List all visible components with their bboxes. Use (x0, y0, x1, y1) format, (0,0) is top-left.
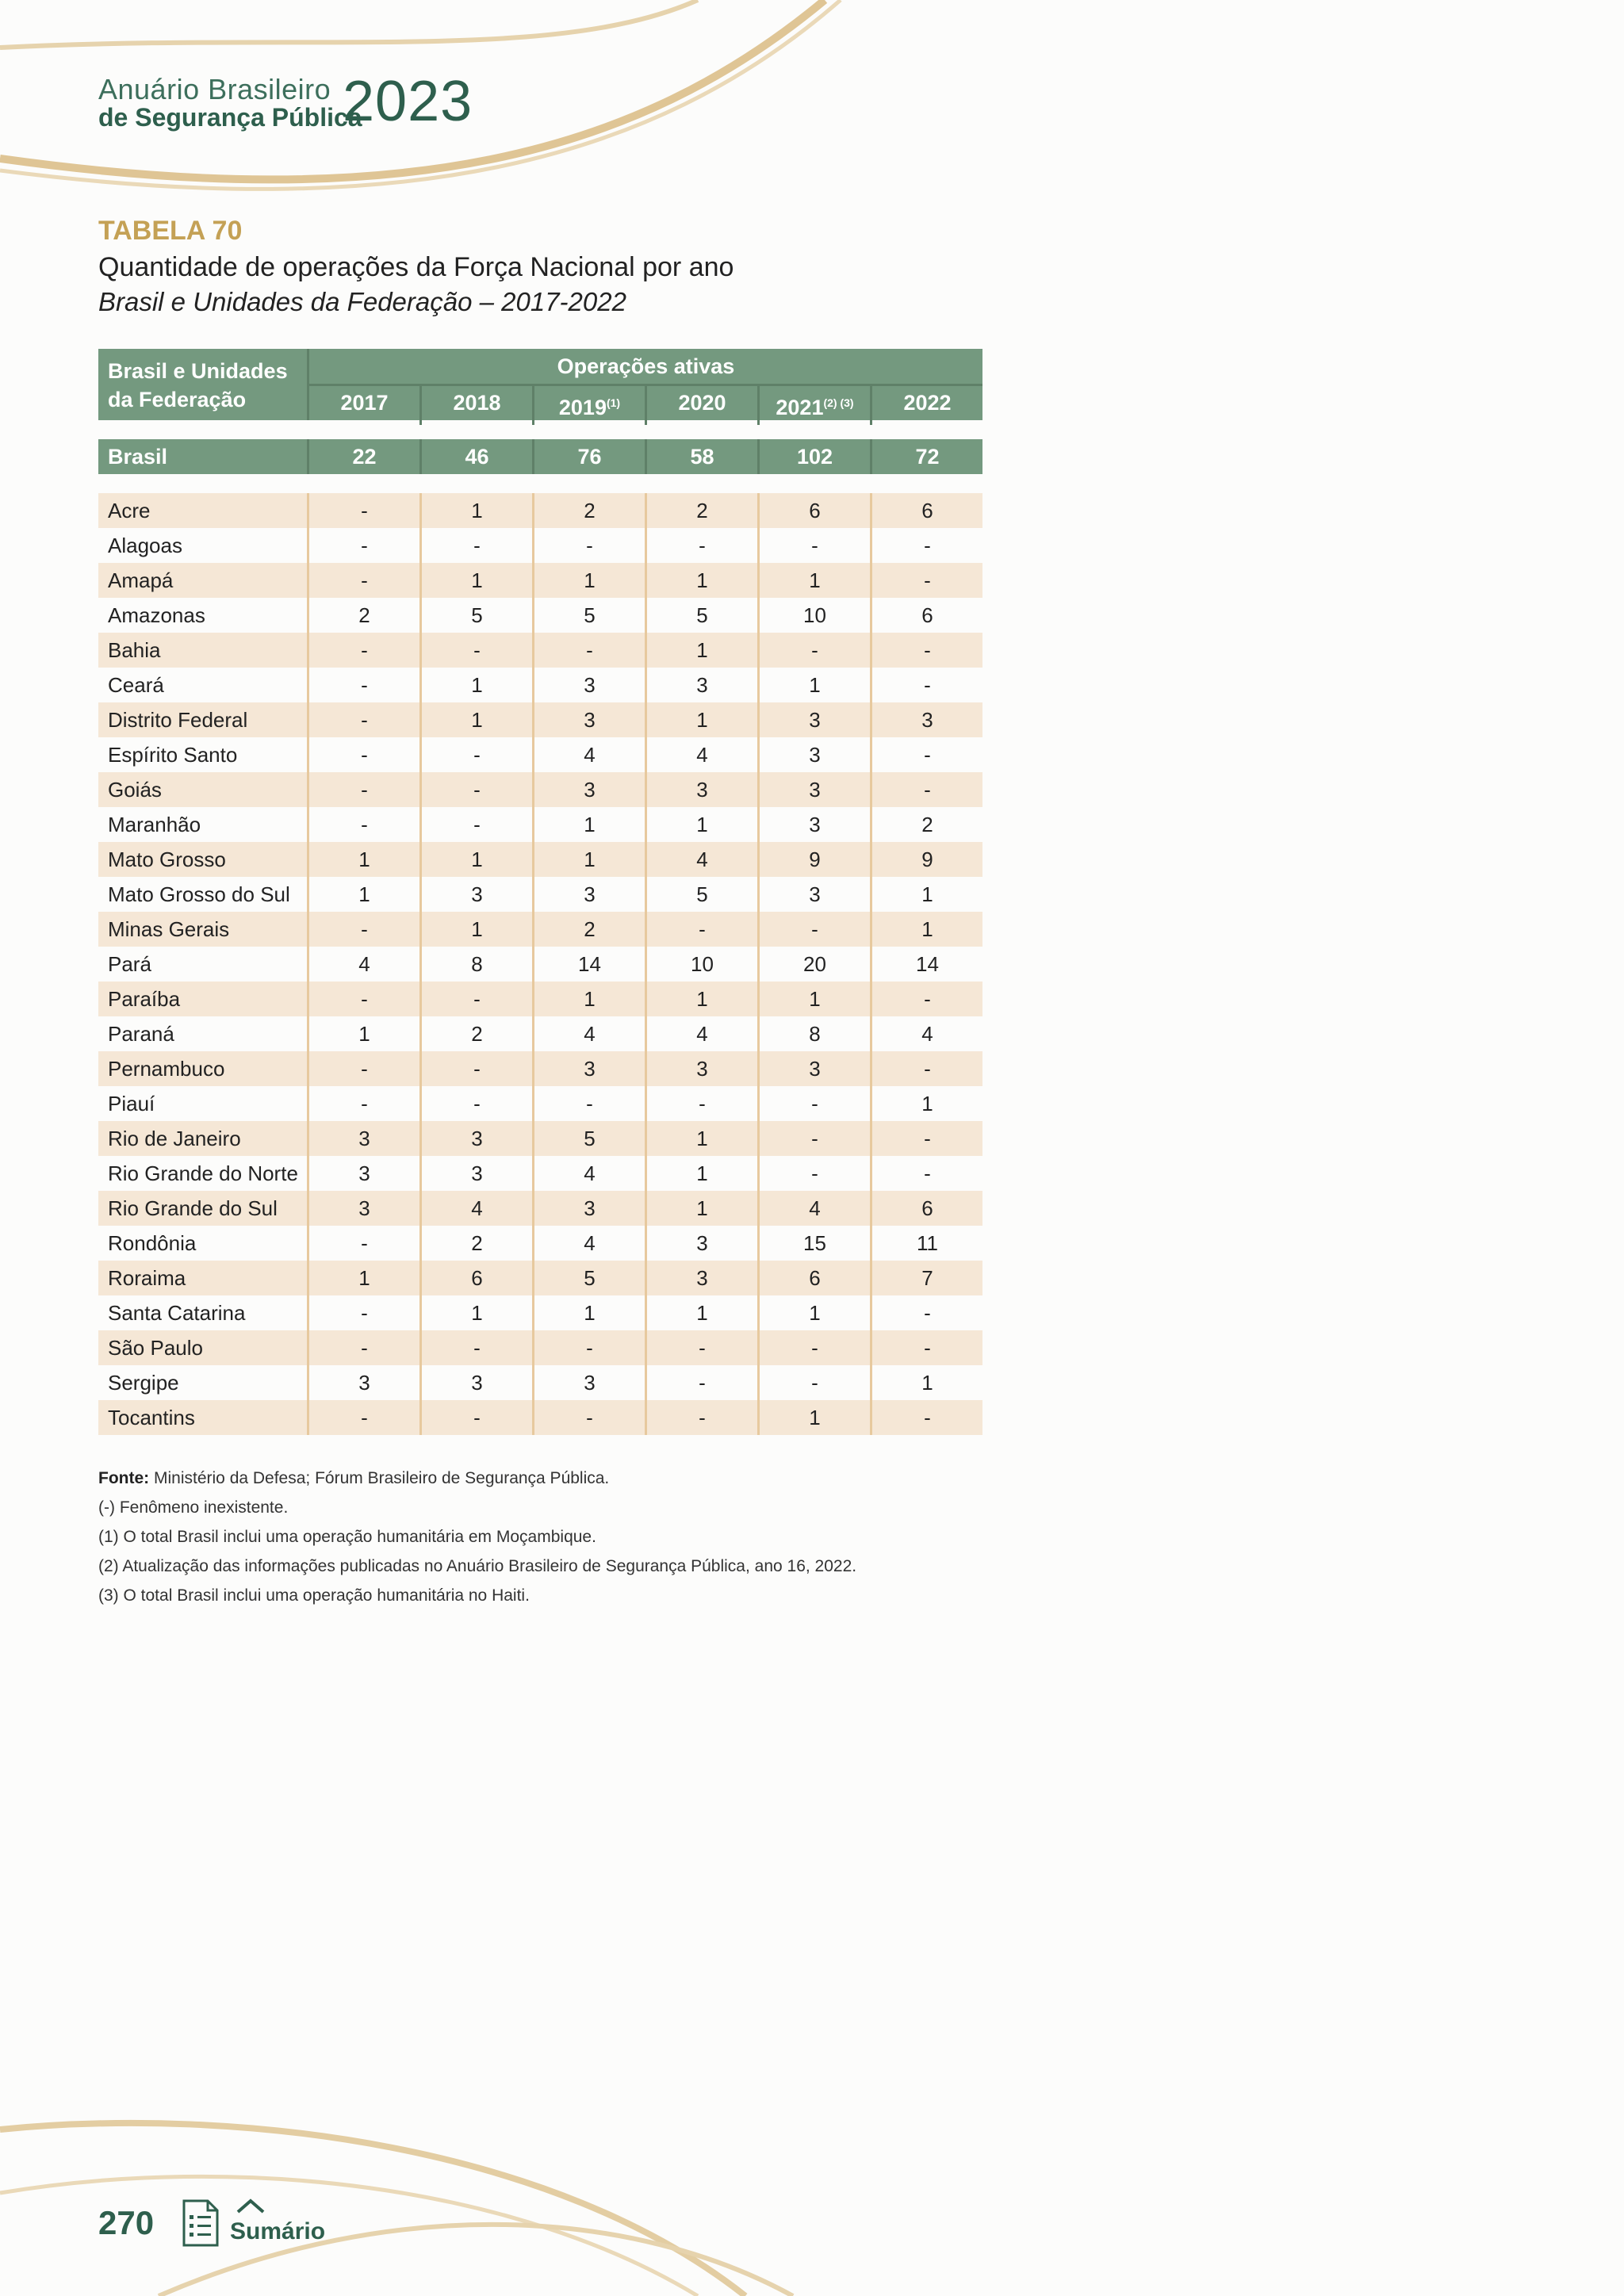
table-row (98, 877, 982, 912)
state-name: Paraná (98, 1016, 309, 1051)
state-name: Acre (98, 493, 309, 528)
table-cell: 3 (534, 668, 647, 702)
table-cell: - (534, 1330, 647, 1365)
table-cell: - (760, 1156, 872, 1191)
table-cell: - (760, 1365, 872, 1400)
table-cell: - (760, 528, 872, 563)
table-cell: 5 (534, 598, 647, 633)
table-row (98, 842, 982, 877)
table-cell: - (924, 743, 931, 767)
state-name: Roraima (98, 1261, 309, 1295)
state-name: Pernambuco (98, 1051, 309, 1086)
table-cell: 11 (917, 1231, 938, 1255)
table-row (98, 1191, 982, 1226)
table-cell: 3 (309, 1365, 422, 1400)
table-cell: 14 (916, 952, 939, 976)
header-group-label: Operações ativas (309, 349, 982, 386)
table-cell: 10 (760, 598, 872, 633)
table-cell: 4 (760, 1191, 872, 1226)
table-row (98, 737, 982, 772)
table-cell: 1 (921, 917, 933, 941)
table-cell: - (534, 528, 647, 563)
table-cell: 1 (534, 842, 647, 877)
table-cell: - (422, 807, 534, 842)
table-cell: - (309, 633, 422, 668)
table-row (98, 1086, 982, 1121)
brand-line1: Anuário Brasileiro (98, 73, 331, 105)
table-cell: - (760, 1330, 872, 1365)
table-cell: 1 (647, 1295, 760, 1330)
state-name: Distrito Federal (98, 702, 309, 737)
table-cell: 4 (921, 1022, 933, 1046)
table-subtitle: Brasil e Unidades da Federação – 2017-2022 (98, 287, 626, 316)
table-cell: - (422, 1051, 534, 1086)
footer-decoration (0, 2098, 1624, 2296)
table-cell: 2 (921, 813, 933, 836)
total-value: 22 (309, 439, 422, 474)
year-header: $2021^{(2) (3)}$ (760, 386, 872, 425)
table-cell: 1 (760, 1400, 872, 1435)
state-name: Piauí (98, 1086, 309, 1121)
table-row (98, 1121, 982, 1156)
table-header (98, 349, 982, 420)
state-name: Ceará (98, 668, 309, 702)
table-cell: 1 (422, 563, 534, 598)
table-cell: 6 (760, 1261, 872, 1295)
table-cell: - (309, 1051, 422, 1086)
table-cell: 5 (647, 598, 760, 633)
table-row (98, 947, 982, 982)
table-cell: - (760, 1121, 872, 1156)
table-cell: 1 (422, 702, 534, 737)
table-cell: 14 (534, 947, 647, 982)
table-cell: 8 (422, 947, 534, 982)
state-name: Rondônia (98, 1226, 309, 1261)
table-cell: 1 (422, 668, 534, 702)
operations-table (98, 349, 982, 1435)
state-name: Rio de Janeiro (98, 1121, 309, 1156)
state-name: Amapá (98, 563, 309, 598)
total-row (98, 439, 982, 474)
header-region-label: Brasil e Unidades da Federação (98, 349, 309, 420)
table-cell: - (422, 1400, 534, 1435)
table-cell: 6 (760, 493, 872, 528)
table-cell: - (647, 528, 760, 563)
table-cell: - (924, 778, 931, 802)
table-cell: 1 (647, 1121, 760, 1156)
table-cell: 4 (534, 1156, 647, 1191)
table-cell: 3 (647, 1261, 760, 1295)
table-cell: 4 (647, 1016, 760, 1051)
table-cell: 1 (647, 563, 760, 598)
table-cell: 6 (921, 603, 933, 627)
table-cell: 8 (760, 1016, 872, 1051)
table-cell: 1 (647, 1156, 760, 1191)
total-value: 76 (534, 439, 647, 474)
state-name: Alagoas (98, 528, 309, 563)
state-rows (98, 493, 982, 1435)
summary-link[interactable]: Sumário (230, 2218, 326, 2244)
table-cell: 4 (309, 947, 422, 982)
note-line: (2) Atualização das informações publicadas no Anuário Brasileiro de Segurança Pública, ano 16, 2022. (98, 1557, 857, 1575)
table-cell: - (647, 1400, 760, 1435)
table-cell: 4 (422, 1191, 534, 1226)
total-value: 72 (915, 445, 940, 469)
state-name: Mato Grosso (98, 842, 309, 877)
state-name: Tocantins (98, 1400, 309, 1435)
table-cell: 5 (534, 1121, 647, 1156)
table-cell: - (422, 1330, 534, 1365)
table-row (98, 1400, 982, 1435)
table-cell: - (924, 534, 931, 557)
table-row (98, 1051, 982, 1086)
year-header: 2018 (422, 386, 534, 425)
table-cell: 1 (422, 1295, 534, 1330)
year-header: 2020 (647, 386, 760, 425)
table-cell: 9 (921, 848, 933, 871)
total-value: 46 (422, 439, 534, 474)
table-cell: - (924, 1406, 931, 1429)
table-cell: - (309, 1086, 422, 1121)
table-row (98, 633, 982, 668)
table-cell: - (309, 702, 422, 737)
table-cell: - (647, 1365, 760, 1400)
table-row (98, 598, 982, 633)
table-cell: 6 (422, 1261, 534, 1295)
table-cell: - (309, 528, 422, 563)
total-value: 102 (760, 439, 872, 474)
table-cell: 4 (534, 1016, 647, 1051)
table-row (98, 563, 982, 598)
table-cell: - (647, 912, 760, 947)
year-header: 2017 (309, 386, 422, 425)
table-row (98, 807, 982, 842)
table-label: TABELA 70 (98, 216, 243, 246)
table-cell: - (309, 1330, 422, 1365)
state-name: Paraíba (98, 982, 309, 1016)
table-cell: 1 (760, 982, 872, 1016)
table-row (98, 772, 982, 807)
table-cell: - (309, 668, 422, 702)
table-cell: 3 (422, 1121, 534, 1156)
table-cell: 1 (760, 1295, 872, 1330)
document-list-icon[interactable] (181, 2198, 220, 2248)
state-name: Goiás (98, 772, 309, 807)
table-cell: 4 (534, 737, 647, 772)
table-cell: - (924, 1161, 931, 1185)
state-name: Amazonas (98, 598, 309, 633)
table-row (98, 702, 982, 737)
state-name: Mato Grosso do Sul (98, 877, 309, 912)
state-name: Rio Grande do Norte (98, 1156, 309, 1191)
table-cell: - (924, 1057, 931, 1081)
table-row (98, 1156, 982, 1191)
table-cell: - (534, 1086, 647, 1121)
table-cell: 3 (760, 772, 872, 807)
table-cell: 3 (760, 807, 872, 842)
table-cell: 2 (422, 1226, 534, 1261)
table-cell: - (422, 1086, 534, 1121)
table-cell: - (760, 912, 872, 947)
table-cell: - (422, 772, 534, 807)
state-name: Sergipe (98, 1365, 309, 1400)
table-cell: 1 (647, 982, 760, 1016)
table-cell: 6 (921, 1196, 933, 1220)
source-label: Fonte: (98, 1469, 150, 1487)
table-cell: 1 (534, 1295, 647, 1330)
table-cell: 1 (647, 1191, 760, 1226)
brand-line2: de Segurança Pública (98, 103, 362, 132)
table-cell: - (309, 1226, 422, 1261)
table-row (98, 668, 982, 702)
state-name: Espírito Santo (98, 737, 309, 772)
table-cell: 1 (921, 1371, 933, 1395)
table-cell: 3 (422, 1365, 534, 1400)
state-name: Santa Catarina (98, 1295, 309, 1330)
table-cell: - (924, 1336, 931, 1360)
table-cell: 1 (309, 1261, 422, 1295)
table-cell: 1 (647, 633, 760, 668)
table-cell: - (309, 737, 422, 772)
table-cell: 20 (760, 947, 872, 982)
table-cell: 1 (422, 912, 534, 947)
table-cell: - (309, 772, 422, 807)
table-cell: 6 (921, 499, 933, 522)
table-cell: 3 (647, 772, 760, 807)
table-cell: - (309, 807, 422, 842)
table-cell: 3 (534, 1365, 647, 1400)
year-headers (309, 386, 982, 425)
table-cell: 2 (647, 493, 760, 528)
table-cell: 15 (760, 1226, 872, 1261)
table-cell: 1 (309, 842, 422, 877)
page-number: 270 (98, 2204, 155, 2241)
table-cell: 3 (309, 1191, 422, 1226)
table-row (98, 493, 982, 528)
table-cell: 3 (647, 668, 760, 702)
table-row (98, 1330, 982, 1365)
publication-brand (98, 75, 362, 130)
table-cell: 3 (422, 1156, 534, 1191)
table-cell: 1 (422, 493, 534, 528)
table-cell: - (534, 633, 647, 668)
table-cell: - (422, 528, 534, 563)
table-cell: 5 (422, 598, 534, 633)
table-cell: - (309, 1295, 422, 1330)
table-row (98, 982, 982, 1016)
note-line: (1) O total Brasil inclui uma operação humanitária em Moçambique. (98, 1528, 596, 1546)
table-cell: - (309, 563, 422, 598)
table-cell: 1 (534, 807, 647, 842)
table-cell: 10 (647, 947, 760, 982)
table-cell: 2 (309, 598, 422, 633)
state-name: Minas Gerais (98, 912, 309, 947)
table-cell: - (924, 987, 931, 1011)
table-cell: 4 (534, 1226, 647, 1261)
table-cell: 3 (309, 1156, 422, 1191)
table-cell: - (309, 1400, 422, 1435)
table-cell: - (760, 633, 872, 668)
table-cell: - (924, 1127, 931, 1150)
table-cell: 1 (921, 1092, 933, 1115)
table-cell: - (647, 1086, 760, 1121)
table-cell: - (309, 493, 422, 528)
total-name: Brasil (98, 439, 309, 474)
state-name: Bahia (98, 633, 309, 668)
state-name: Pará (98, 947, 309, 982)
note-line: (-) Fenômeno inexistente. (98, 1498, 289, 1517)
table-cell: 3 (921, 708, 933, 732)
table-cell: 7 (921, 1266, 933, 1290)
table-cell: 1 (760, 668, 872, 702)
table-cell: 1 (760, 563, 872, 598)
table-cell: 1 (534, 982, 647, 1016)
table-cell: 3 (647, 1051, 760, 1086)
table-cell: 3 (534, 1051, 647, 1086)
table-cell: - (924, 1301, 931, 1325)
table-cell: 5 (647, 877, 760, 912)
table-cell: 1 (309, 877, 422, 912)
table-cell: - (422, 633, 534, 668)
table-cell: - (309, 912, 422, 947)
table-cell: - (760, 1086, 872, 1121)
table-cell: - (647, 1330, 760, 1365)
brand-year: 2023 (343, 70, 473, 133)
table-cell: - (422, 737, 534, 772)
table-cell: - (422, 982, 534, 1016)
source-text: Ministério da Defesa; Fórum Brasileiro de Segurança Pública. (154, 1469, 610, 1487)
table-cell: 3 (760, 1051, 872, 1086)
table-cell: 3 (647, 1226, 760, 1261)
table-row (98, 1226, 982, 1261)
table-row (98, 1365, 982, 1400)
table-cell: 1 (921, 882, 933, 906)
table-row (98, 912, 982, 947)
table-cell: 2 (422, 1016, 534, 1051)
table-cell: 1 (534, 563, 647, 598)
total-value: 58 (647, 439, 760, 474)
table-cell: 1 (309, 1016, 422, 1051)
table-cell: - (924, 638, 931, 662)
table-row (98, 1261, 982, 1295)
table-cell: 3 (534, 877, 647, 912)
source-note (98, 1464, 856, 1493)
table-cell: 3 (760, 877, 872, 912)
table-row (98, 528, 982, 563)
note-line: (3) O total Brasil inclui uma operação humanitária no Haiti. (98, 1586, 530, 1605)
table-cell: - (534, 1400, 647, 1435)
table-cell: - (924, 673, 931, 697)
table-cell: 1 (647, 807, 760, 842)
table-cell: 3 (534, 772, 647, 807)
table-cell: - (309, 982, 422, 1016)
state-name: Rio Grande do Sul (98, 1191, 309, 1226)
table-cell: 3 (534, 1191, 647, 1226)
table-cell: 3 (760, 737, 872, 772)
table-notes (98, 1464, 856, 1610)
table-title: Quantidade de operações da Força Nacional por ano (98, 252, 734, 282)
table-cell: 5 (534, 1261, 647, 1295)
table-cell: 3 (309, 1121, 422, 1156)
table-cell: 9 (760, 842, 872, 877)
table-cell: 2 (534, 912, 647, 947)
state-name: Maranhão (98, 807, 309, 842)
table-cell: 1 (647, 702, 760, 737)
table-cell: 4 (647, 737, 760, 772)
table-cell: 3 (760, 702, 872, 737)
table-cell: 3 (534, 702, 647, 737)
chevron-up-icon[interactable] (235, 2198, 266, 2215)
table-cell: 4 (647, 842, 760, 877)
table-cell: 3 (422, 877, 534, 912)
table-cell: 2 (534, 493, 647, 528)
table-row (98, 1016, 982, 1051)
state-name: São Paulo (98, 1330, 309, 1365)
year-header: 2022 (903, 391, 952, 415)
table-cell: - (924, 568, 931, 592)
year-header: 2019$^{(1)}$ (534, 386, 647, 425)
table-row (98, 1295, 982, 1330)
table-cell: 1 (422, 842, 534, 877)
